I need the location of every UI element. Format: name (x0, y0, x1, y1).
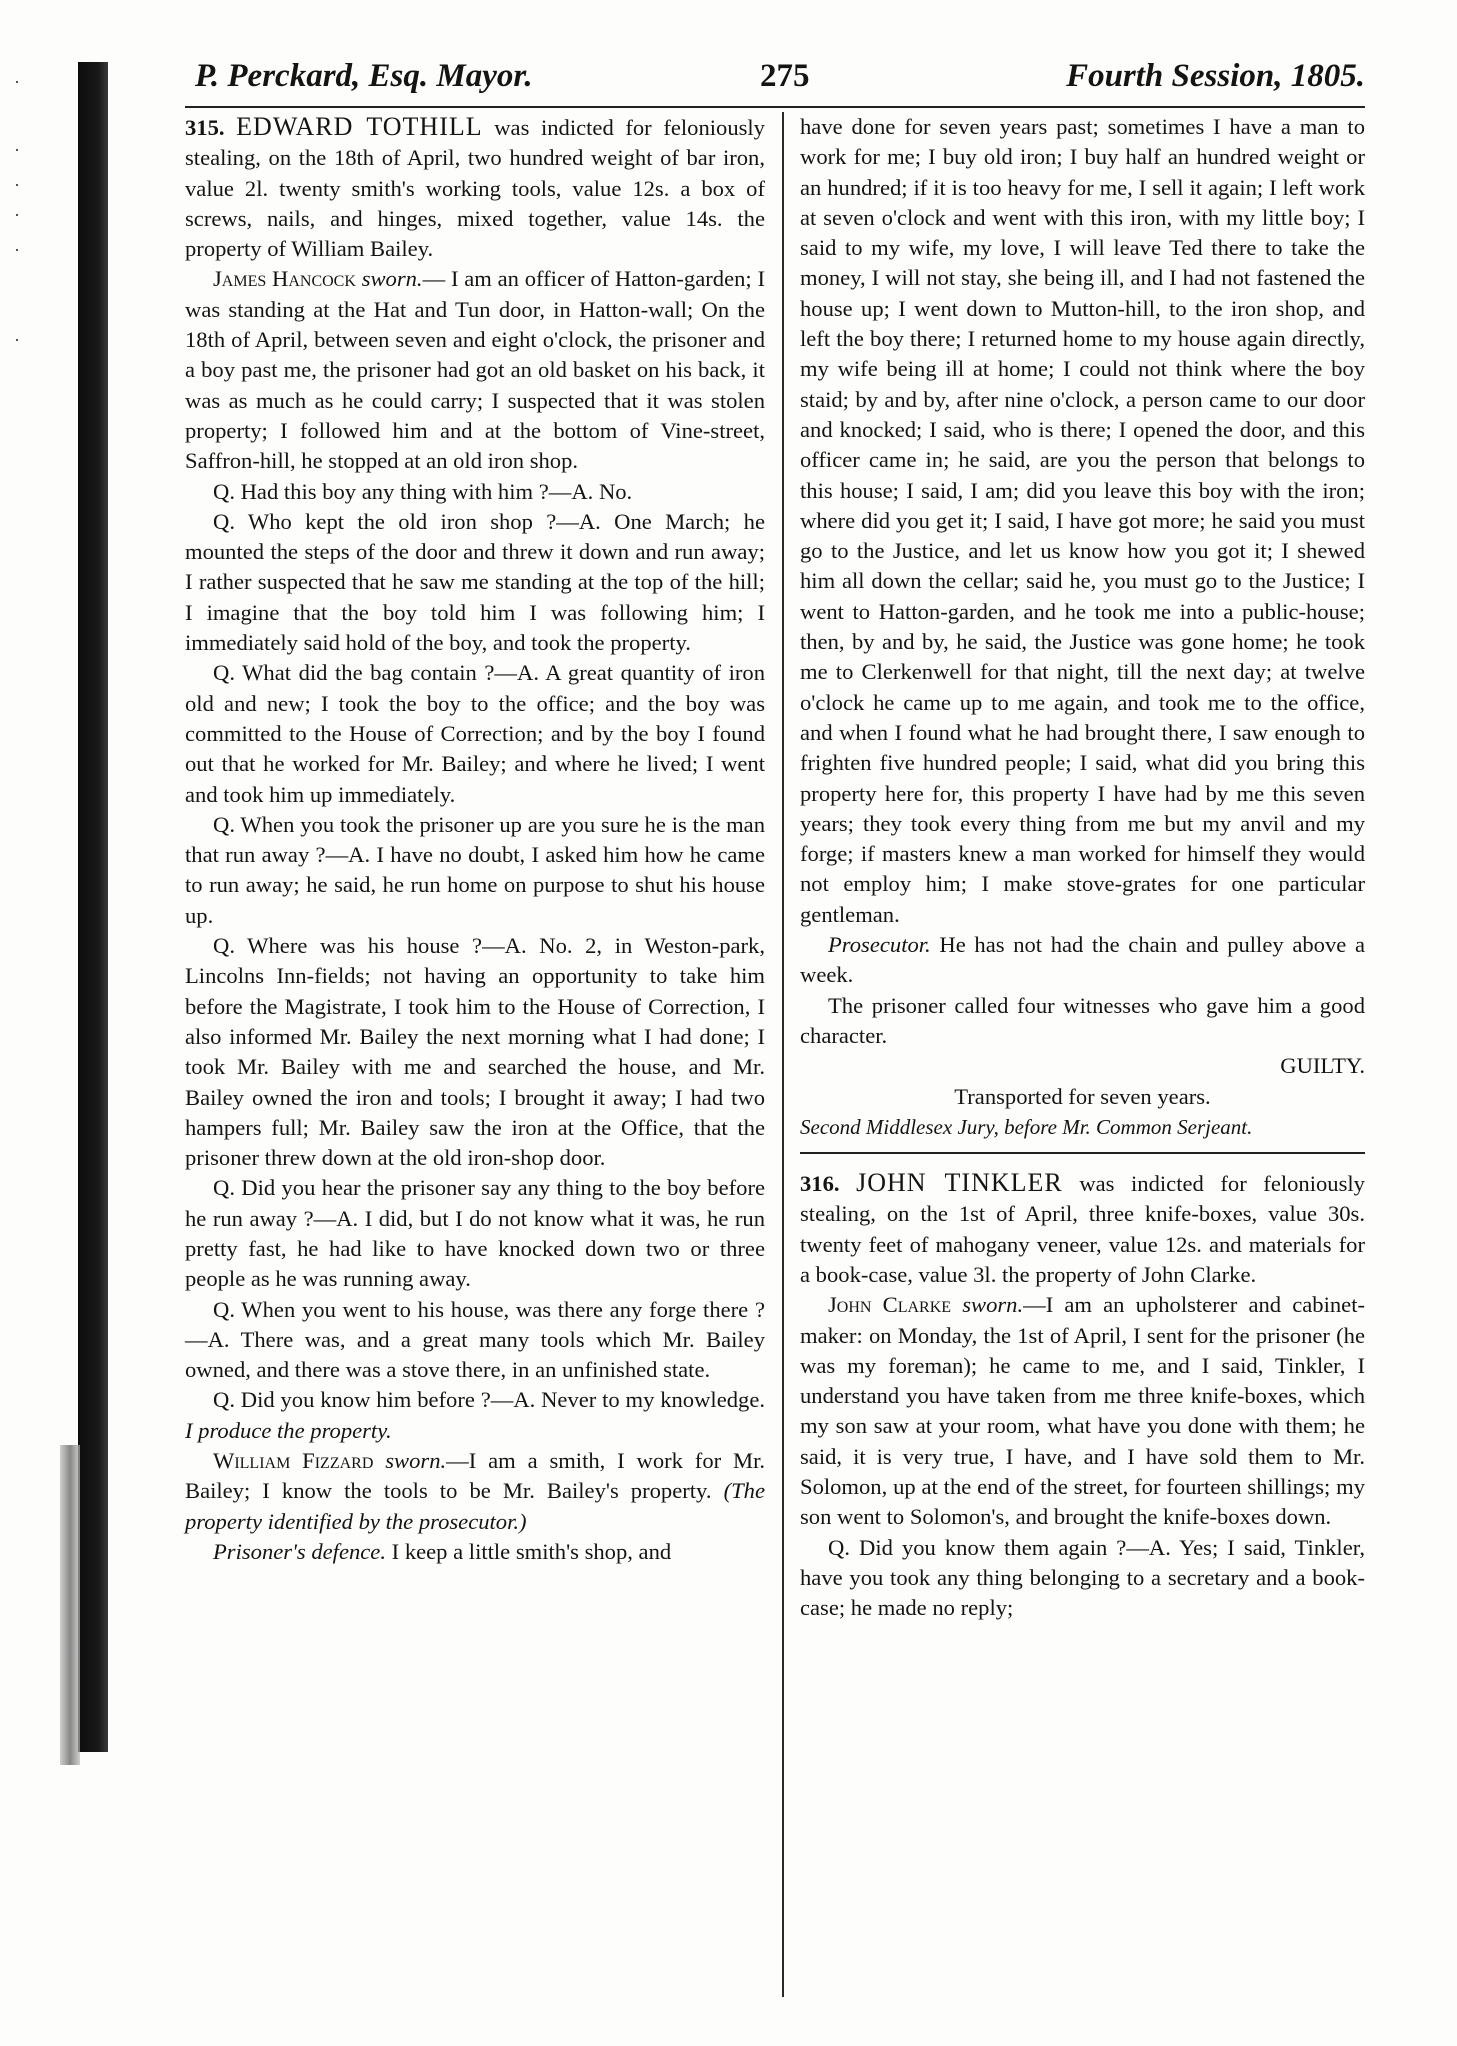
margin-mark: · (14, 72, 20, 92)
court-note: I produce the property. (185, 1417, 392, 1443)
binding-shadow (78, 62, 108, 1752)
question-answer: Q. Who kept the old iron shop ?—A. One March; he mounted the steps of the door and threw it down and run away; I rather suspected that he saw me standing at the top of the hill; I imagine that the boy told him I was following him; I immediately said hold of the boy, and took the property. (185, 508, 765, 656)
prosecutor-label: Prosecutor. (828, 932, 931, 958)
margin-mark: · (14, 140, 20, 160)
question-answer: Q. What did the bag contain ?—A. A great quantity of iron old and new; I took the boy to the office; and the boy was committed to the House of Correction; and by the boy I found out that he worked for Mr. Bailey; and where he lived; I went and took him up immediately. (185, 660, 765, 807)
defendant-name: EDWARD TOTHILL (236, 112, 483, 141)
question-answer: Q. Where was his house ?—A. No. 2, in Weston-park, Lincolns Inn-fields; not having an opportunity to take him before the Magistrate, I took him to the House of Correction, I also informed Mr. Bailey the next morning what I had done; I took Mr. Bailey with me and searched the house, and Mr. Bailey owned the iron and tools; I brought it away; I had two hampers full; Mr. Bailey saw the iron at the Office, that the prisoner threw down at the old iron-shop door. (185, 933, 765, 1171)
court-note: (The property identified by the prosecutor.) (185, 1478, 765, 1534)
case-heading: 315. EDWARD TOTHILL was indicted for feloniously stealing, on the 18th of April, two hundred weight of bar iron, value 2l. twenty smith's working tools, value 12s. a box of screws, nails, and hinges, mixed together, value 14s. the property of William Bailey. (185, 112, 765, 262)
indictment-text: was indicted for feloniously stealing, on the 18th of April, two hundred weight of bar iron, value 2l. twenty smith's working tools, value 12s. a box of screws, nails, and hinges, mixed together, value 14s. the property of William Bailey. (185, 115, 765, 262)
question-answer: Q. Did you know him before ?—A. Never to my knowledge. I produce the property. (185, 1387, 765, 1443)
question-answer: Q. When you took the prisoner up are you sure he is the man that run away ?—A. I have no doubt, I asked him how he came to run away; he said, he run home on purpose to shut his house up. (185, 811, 765, 928)
left-column (185, 112, 765, 1567)
verdict: GUILTY. (1280, 1053, 1365, 1079)
header-rule (185, 106, 1365, 108)
prisoner-defence: Prisoner's defence. I keep a little smith's shop, and (213, 1538, 672, 1564)
defence-label: Prisoner's defence. (213, 1538, 386, 1564)
witness-testimony: James Hancock sworn.— I am an officer of Hatton-garden; I was standing at the Hat and Tun door, in Hatton-wall; On the 18th of April, between seven and eight o'clock, the prisoner and a boy past me, the prisoner had got an old basket on his back, it was as much as he could carry; I suspected that it was stolen property; I followed him and at the bottom of Vine-street, Saffron-hill, he stopped at an old iron shop. (185, 266, 765, 474)
margin-mark: · (14, 205, 20, 225)
witnesses-statement: The prisoner called four witnesses who gave him a good character. GUILTY. (800, 991, 1365, 1082)
margin-mark: · (14, 175, 20, 195)
witness-testimony: William Fizzard sworn.—I am a smith, I work for Mr. Bailey; I know the tools to be Mr. Bailey's property. (The property identified by the prosecutor.) (185, 1448, 766, 1534)
indictment-text: was indicted for feloniously stealing, on the 1st of April, three knife-boxes, value 30s. twenty feet of mahogany veneer, value 12s. and materials for a book-case, value 3l. the property of John Clarke. (800, 1171, 1365, 1287)
page-number: 275 (760, 58, 810, 94)
witness-name: James Hancock (213, 266, 356, 292)
margin-mark: · (14, 240, 20, 260)
column-divider (782, 112, 784, 1997)
question-answer: Q. Did you hear the prisoner say any thing to the boy before he run away ?—A. I did, but I do not know what it was, he run pretty fast, he had like to have knocked down two or three people as he was running away. (185, 1175, 765, 1292)
witness-name: William Fizzard (213, 1448, 374, 1474)
question-answer: Q. When you went to his house, was there any forge there ?—A. There was, and a great many tools which Mr. Bailey owned, and there was a stove there, in an unfinished state. (185, 1296, 765, 1383)
case-heading: 316. JOHN TINKLER was indicted for feloniously stealing, on the 1st of April, three knife-boxes, value 30s. twenty feet of mahogany veneer, value 12s. and materials for a book-case, value 3l. the property of John Clarke. (800, 1168, 1365, 1287)
witness-testimony: John Clarke sworn.—I am an upholsterer and cabinet-maker: on Monday, the 1st of April, I sent for the prisoner (he was my foreman); he came to me, and I said, Tinkler, I understand you have taken from me three knife-boxes, which my son saw at your room, what have you done with them; he said, it is very true, I have, and I have sold them to Mr. Solomon, up at the end of the street, for fourteen shillings; my son went to Solomon's, and brought the knife-boxes down. (800, 1292, 1365, 1530)
binding-edge (60, 1445, 80, 1765)
question-answer: Q. Did you know them again ?—A. Yes; I said, Tinkler, have you took any thing belonging to a secretary and a book-case; he made no reply; (800, 1534, 1365, 1621)
witness-name: John Clarke (828, 1292, 952, 1318)
question-answer: Q. Had this boy any thing with him ?—A. No. (213, 478, 633, 504)
sentence: Transported for seven years. (954, 1083, 1211, 1109)
jury-line: Second Middlesex Jury, before Mr. Common Serjeant. (800, 1114, 1253, 1139)
header-mayor: P. Perckard, Esq. Mayor. (195, 58, 533, 94)
defence-continued: have done for seven years past; sometimes I have a man to work for me; I buy old iron; I buy half an hundred weight or an hundred; if it is too heavy for me, I sell it again; I left work at seven o'clock and went with this iron, with my little boy; I said to my wife, my love, I will leave Ted there to take the money, I will not stay, she being ill, and I had not fastened the house up; I went down to Mutton-hill, to the iron shop, and left the boy there; I returned home to my house again directly, my wife being ill at home; I could not think where the boy staid; by and by, after nine o'clock, a person came to our door and knocked; I said, who is there; I opened the door, and this officer came in; he said, are you the person that belongs to this house; I said, I am; did you leave this boy with the iron; where did you get it; I said, I have got more; he said you must go to the Justice, and let us know how you got it; I shewed him all down the cellar; said he, you must go to the Justice; I went to Hatton-garden, and he took me into a public-house; then, by and by, he said, the Justice was gone home; he took me to Clerkenwell for that night, till the next day; at twelve o'clock he came up to me again, and took me to the office, and when I found what he had brought there, I saw enough to frighten five hundred people; I said, what did you bring this property here for, this property I have had by me this seven years; they took every thing from me but my anvil and my forge; if masters knew a man worked for himself they would not employ him; I make stove-grates for one particular gentleman. (800, 114, 1365, 927)
right-column (800, 112, 1365, 1624)
prosecutor-statement: Prosecutor. He has not had the chain and pulley above a week. (800, 932, 1365, 988)
margin-mark: · (14, 330, 20, 350)
header-session: Fourth Session, 1805. (1066, 58, 1365, 94)
section-divider (800, 1152, 1365, 1154)
defendant-name: JOHN TINKLER (856, 1168, 1063, 1198)
running-header (185, 58, 1365, 104)
